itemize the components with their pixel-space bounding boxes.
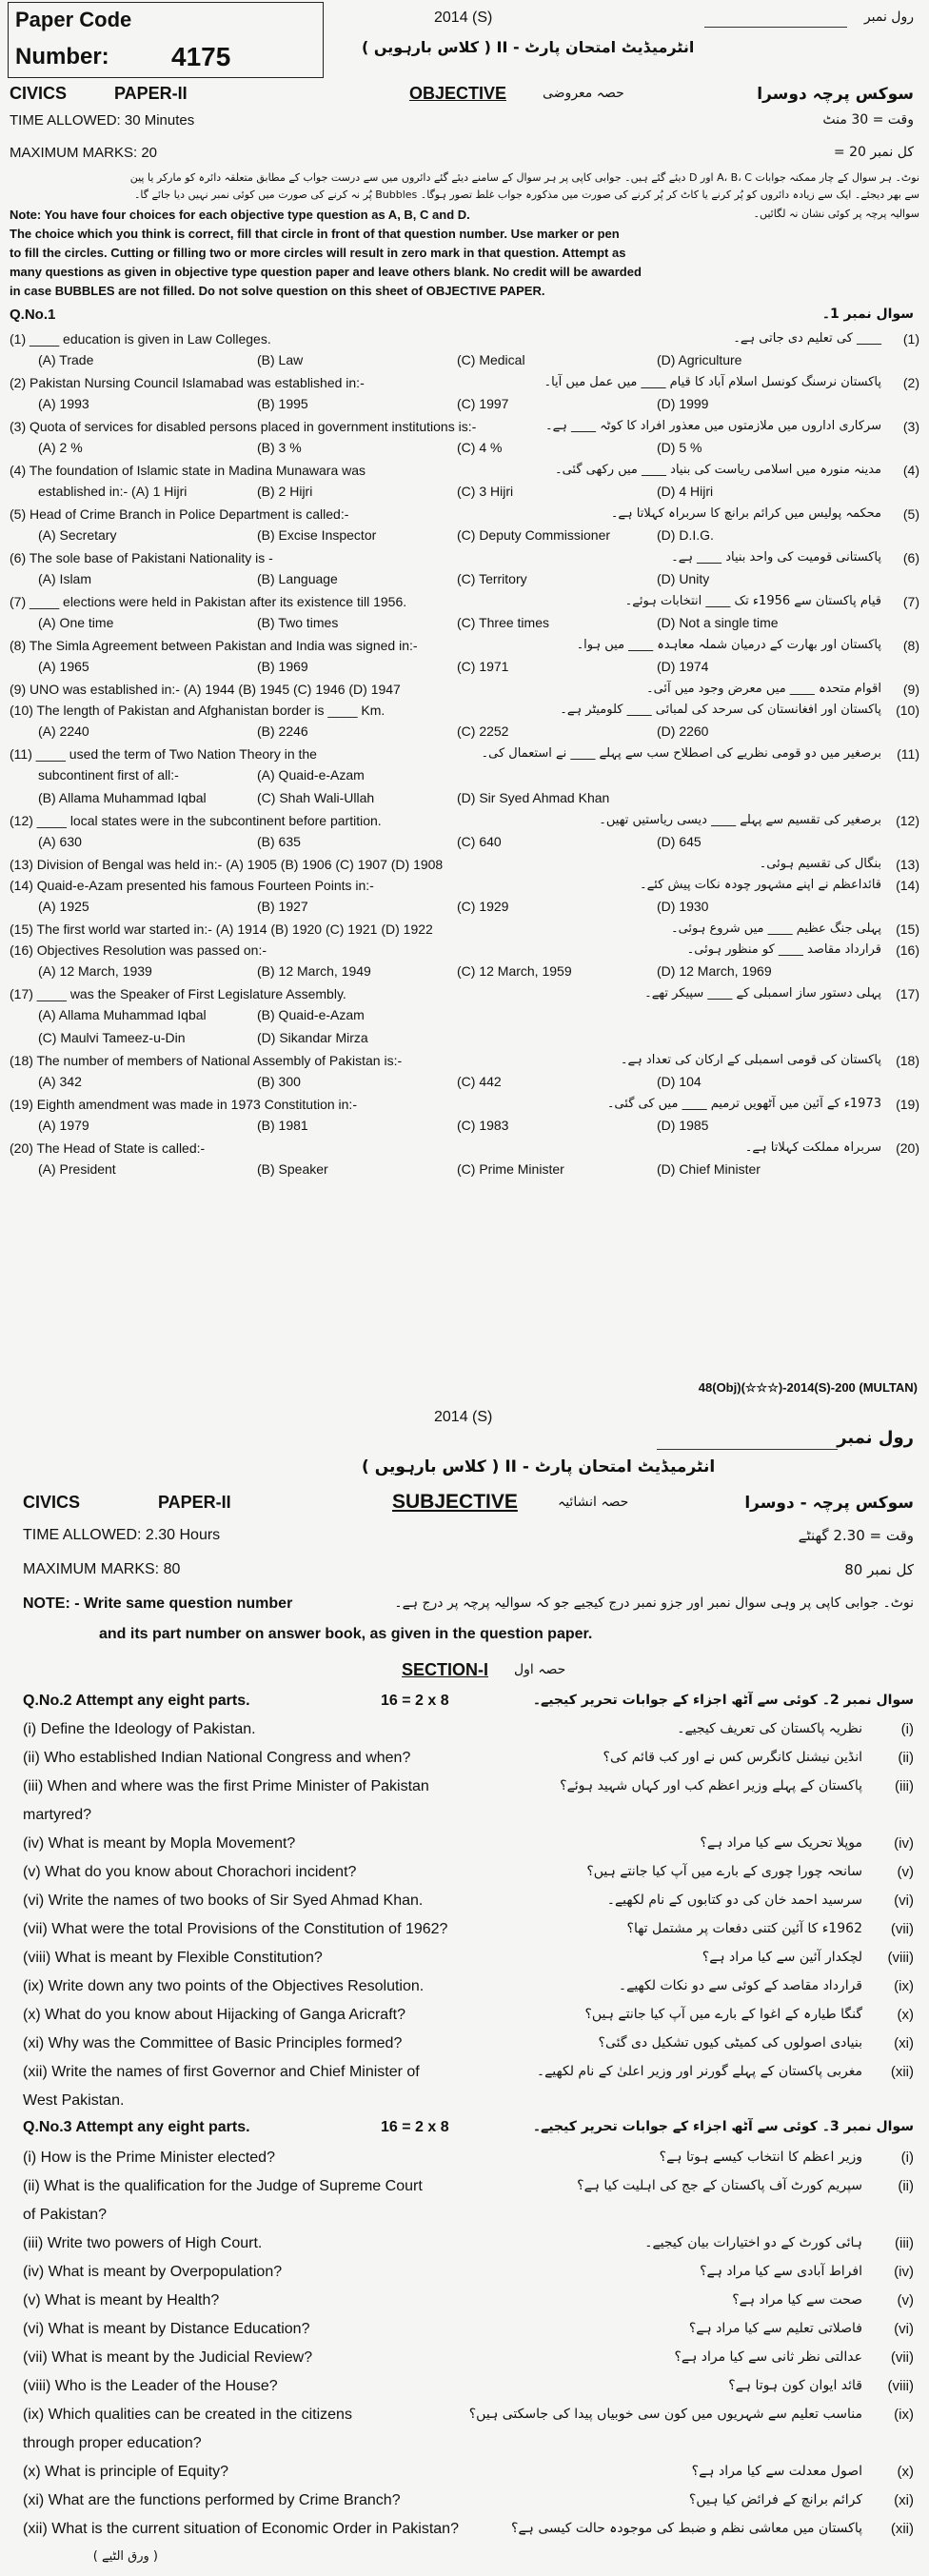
mcq-question: (18) The number of members of National Assembly of Pakistan is:- <box>10 1053 403 1068</box>
short-question-urdu: انڈین نیشنل کانگرس کس نے اور کب قائم کی؟ <box>603 1750 862 1765</box>
subjective-roll-no-urdu: رول نمبر <box>837 1428 914 1448</box>
mcq-option: (D) 645 <box>657 834 702 849</box>
mcq-option: (B) 1969 <box>257 659 308 674</box>
instruction-urdu-3: سوالیہ پرچہ پر کوئی نشان نہ لگائیں۔ <box>753 208 919 220</box>
short-question-number: (ix) <box>894 1978 914 1994</box>
mcq-option: (B) Allama Muhammad Iqbal <box>38 790 207 805</box>
mcq-option: (A) 342 <box>38 1074 82 1089</box>
mcq-option: (C) 2252 <box>457 723 509 739</box>
exam-title-urdu: انٹرمیڈیٹ امتحان پارٹ - II ( کلاس بارہویں ) <box>362 38 695 56</box>
mcq-option: (D) 1974 <box>657 659 709 674</box>
short-question-number: (i) <box>900 2150 914 2166</box>
mcq-question-urdu: قرارداد مقاصد ____ کو منظور ہوئی۔ <box>686 942 881 957</box>
instruction-urdu-2: سے بھر دیجئے۔ ایک سے زیادہ دائروں کو پُر کرنے یا کاٹ کر پُر کرنے کی صورت میں مذکورہ جواب غلط تصور ہوگا۔ Bubbles پُر نہ کرنے کی صورت میں کوئی نمبر نہیں دیا جائے گا۔ <box>133 188 919 201</box>
subjective-time: TIME ALLOWED: 2.30 Hours <box>23 1527 221 1543</box>
mcq-option: (A) 1979 <box>38 1118 89 1133</box>
mcq-number: (7) <box>902 594 919 609</box>
short-question: (ii) What is the qualification for the Judge of Supreme Court <box>23 2178 423 2194</box>
mcq-option: (C) 442 <box>457 1074 502 1089</box>
mcq-option: (A) 2240 <box>38 723 89 739</box>
mcq-option: (C) 4 % <box>457 440 503 455</box>
mcq-question: (8) The Simla Agreement between Pakistan and India was signed in:- <box>10 638 418 653</box>
instruction-line: The choice which you think is correct, fill that circle in front of that question number. Use marker or pen <box>10 227 620 241</box>
year: 2014 (S) <box>434 10 493 26</box>
mcq-option: (B) 1981 <box>257 1118 308 1133</box>
mcq-option: (A) One time <box>38 615 114 630</box>
subjective-note-1: NOTE: - Write same question number <box>23 1595 293 1612</box>
subjective-subject: CIVICS <box>23 1493 81 1512</box>
mcq-option: (D) Chief Minister <box>657 1161 761 1177</box>
subjective-note-2: and its part number on answer book, as given in the question paper. <box>99 1626 593 1642</box>
short-question: (vii) What is meant by the Judicial Review? <box>23 2349 313 2366</box>
short-question-number: (ix) <box>894 2407 914 2423</box>
q2-marks: 16 = 2 x 8 <box>381 1693 449 1709</box>
q2-heading-urdu: سوال نمبر 2۔ کوئی سے آٹھ اجزاء کے جوابات تحریر کیجیے۔ <box>532 1693 914 1708</box>
mcq-question-urdu: برصغیر میں دو قومی نظریے کی اصطلاح سب سے پہلے ____ نے استعمال کی۔ <box>481 746 881 761</box>
mcq-number: (14) <box>896 878 919 893</box>
mcq-number: (13) <box>896 857 919 872</box>
short-question-urdu: سانحہ چورا چوری کے بارے میں آپ کیا جانتے ہیں؟ <box>586 1864 862 1879</box>
short-question-urdu: گنگا طیارہ کے اغوا کے بارے میں آپ کیا جانتے ہیں؟ <box>584 2007 862 2022</box>
number-value: 4175 <box>171 42 231 71</box>
mcq-option: (B) 2246 <box>257 723 308 739</box>
short-question: (i) How is the Prime Minister elected? <box>23 2150 275 2166</box>
mcq-number: (1) <box>902 331 919 347</box>
mcq-question: (13) Division of Bengal was held in:- (A) 1905 (B) 1906 (C) 1907 (D) 1908 <box>10 857 444 872</box>
instruction-note: Note: You have four choices for each objective type question as A, B, C and D. <box>10 208 470 222</box>
short-question: through proper education? <box>23 2435 202 2451</box>
mcq-option: (B) Two times <box>257 615 339 630</box>
mcq-option: subcontinent first of all:- <box>38 767 179 783</box>
mcq-option: (D) 4 Hijri <box>657 484 714 499</box>
short-question-urdu: موپلا تحریک سے کیا مراد ہے؟ <box>700 1835 862 1851</box>
watermark <box>124 1089 269 1249</box>
mcq-question-urdu: پاکستان اور بھارت کے درمیان شملہ معاہدہ ____ میں ہوا۔ <box>576 638 881 652</box>
short-question: (i) Define the Ideology of Pakistan. <box>23 1721 256 1737</box>
mcq-question: (11) ____ used the term of Two Nation Theory in the <box>10 746 317 762</box>
mcq-number: (17) <box>896 986 919 1001</box>
short-question: (ix) Write down any two points of the Objectives Resolution. <box>23 1978 425 1994</box>
mcq-number: (20) <box>896 1140 919 1156</box>
mcq-number: (4) <box>902 463 919 478</box>
mcq-question: (16) Objectives Resolution was passed on:- <box>10 942 267 958</box>
short-question: (x) What is principle of Equity? <box>23 2464 229 2480</box>
short-question: (v) What do you know about Chorachori incident? <box>23 1864 357 1880</box>
marks-urdu: کل نمبر 20 = <box>833 145 914 160</box>
mcq-option: (A) Trade <box>38 352 94 367</box>
mcq-option: (D) 104 <box>657 1074 702 1089</box>
mcq-option: (C) 3 Hijri <box>457 484 514 499</box>
section-title-urdu: حصہ معروضی <box>543 86 624 101</box>
short-question-urdu: قرارداد مقاصد کے کوئی سے دو نکات لکھیے۔ <box>618 1978 862 1993</box>
section-title: OBJECTIVE <box>409 84 507 103</box>
mcq-option: (A) 1925 <box>38 899 89 914</box>
short-question: (xii) Write the names of first Governor and Chief Minister of <box>23 2064 420 2080</box>
short-question-urdu: عدالتی نظر ثانی سے کیا مراد ہے؟ <box>674 2349 862 2365</box>
short-question-urdu: اصول معدلت سے کیا مراد ہے؟ <box>691 2464 862 2479</box>
short-question: (iv) What is meant by Overpopulation? <box>23 2264 283 2280</box>
short-question: martyred? <box>23 1807 92 1823</box>
paper-code-label: Paper Code <box>15 8 132 31</box>
mcq-option: (C) 1983 <box>457 1118 509 1133</box>
mcq-question-urdu: پہلی دستور ساز اسمبلی کے ____ سپیکر تھے۔ <box>644 986 881 1001</box>
mcq-option: (C) Territory <box>457 571 527 586</box>
paper: PAPER-II <box>114 84 188 103</box>
short-question-urdu: پاکستان کے پہلے وزیر اعظم کب اور کہاں شہید ہوئے؟ <box>560 1778 862 1793</box>
mcq-question-urdu: محکمہ پولیس میں کرائم برانچ کا سربراہ کہلاتا ہے۔ <box>610 506 881 521</box>
short-question-number: (vi) <box>894 1892 914 1909</box>
short-question: (xi) What are the functions performed by Crime Branch? <box>23 2492 401 2508</box>
instruction-line: to fill the circles. Cutting or filling two or more circles will result in zero mark in that question. Attempt as <box>10 246 626 260</box>
short-question: (viii) Who is the Leader of the House? <box>23 2378 278 2394</box>
mcq-option: (C) Deputy Commissioner <box>457 527 611 543</box>
mcq-option: (B) Quaid-e-Azam <box>257 1007 365 1022</box>
mcq-number: (12) <box>896 813 919 828</box>
short-question-number: (viii) <box>887 2378 914 2394</box>
mcq-option: (B) 2 Hijri <box>257 484 313 499</box>
subject-urdu: سوکس پرچہ دوسرا <box>757 85 914 104</box>
mcq-option: (A) 1993 <box>38 396 89 411</box>
short-question-urdu: قائد ایوان کون ہوتا ہے؟ <box>728 2378 862 2393</box>
mcq-option: (A) Secretary <box>38 527 117 543</box>
section-1-label: SECTION-I <box>402 1660 489 1679</box>
mcq-question-urdu: سربراہ مملکت کہلاتا ہے۔ <box>744 1140 881 1155</box>
short-question-urdu: لچکدار آئین سے کیا مراد ہے؟ <box>702 1950 862 1965</box>
mcq-number: (9) <box>902 682 919 697</box>
footer-code: 48(Obj)(☆☆☆)-2014(S)-200 (MULTAN) <box>698 1380 918 1395</box>
time-urdu: وقت = 30 منٹ <box>822 112 914 128</box>
mcq-number: (11) <box>897 746 919 762</box>
short-question: (ii) Who established Indian National Congress and when? <box>23 1750 411 1766</box>
short-question: (v) What is meant by Health? <box>23 2292 220 2308</box>
short-question-urdu: ہائی کورٹ کے دو اختیارات بیان کیجیے۔ <box>644 2235 862 2250</box>
mcq-option: (D) Unity <box>657 571 710 586</box>
mcq-question: (3) Quota of services for disabled persons placed in government institutions is:- <box>10 419 477 434</box>
mcq-question: (19) Eighth amendment was made in 1973 Constitution in:- <box>10 1097 357 1112</box>
mcq-number: (6) <box>902 550 919 565</box>
short-question-number: (v) <box>897 2292 914 2308</box>
subjective-section-title: SUBJECTIVE <box>392 1491 518 1513</box>
q3-marks: 16 = 2 x 8 <box>381 2119 449 2135</box>
short-question-number: (xi) <box>894 2035 914 2051</box>
short-question: (xii) What is the current situation of Economic Order in Pakistan? <box>23 2521 459 2537</box>
mcq-question-urdu: اقوام متحدہ ____ میں معرض وجود میں آئی۔ <box>645 682 881 696</box>
short-question: (iii) Write two powers of High Court. <box>23 2235 263 2251</box>
mcq-number: (3) <box>902 419 919 434</box>
short-question-number: (vii) <box>890 2349 914 2366</box>
short-question-urdu: بنیادی اصولوں کی کمیٹی کیوں تشکیل دی گئی؟ <box>598 2035 862 2051</box>
mcq-question-urdu: پاکستان نرسنگ کونسل اسلام آباد کا قیام ____ میں عمل میں آیا۔ <box>544 375 881 389</box>
mcq-question-urdu: ____ کی تعلیم دی جاتی ہے۔ <box>733 331 881 346</box>
mcq-question: (6) The sole base of Pakistani Nationality is - <box>10 550 273 565</box>
q3-heading: Q.No.3 Attempt any eight parts. <box>23 2119 250 2135</box>
mcq-question: (5) Head of Crime Branch in Police Department is called:- <box>10 506 349 522</box>
mcq-option: (D) Agriculture <box>657 352 742 367</box>
mcq-option: established in:- (A) 1 Hijri <box>38 484 188 499</box>
instruction-urdu-1: نوٹ۔ ہر سوال کے چار ممکنہ جوابات A، B، C اور D دیئے گئے ہیں۔ جوابی کاپی پر ہر سوال کے سامنے دیئے گئے دائروں میں سے درست جواب کے مطابق متعلقہ دائرہ کو مارکر یا پین <box>129 171 919 184</box>
short-question-number: (iii) <box>895 2235 914 2251</box>
mcq-option: (D) 1985 <box>657 1118 709 1133</box>
subjective-exam-title-urdu: انٹرمیڈیٹ امتحان پارٹ - II ( کلاس بارہویں ) <box>362 1457 716 1476</box>
short-question-number: (vii) <box>890 1921 914 1937</box>
subjective-subject-urdu: سوکس پرچہ - دوسرا <box>744 1494 914 1513</box>
subjective-note-urdu: نوٹ۔ جوابی کاپی پر وہی سوال نمبر اور جزو نمبر درج کیجیے جو کہ سوالیہ پرچہ پر درج ہے۔ <box>394 1595 914 1611</box>
short-question: (vi) What is meant by Distance Education? <box>23 2321 310 2337</box>
mcq-question: (4) The foundation of Islamic state in Madina Munawara was <box>10 463 366 478</box>
short-question-number: (iii) <box>895 1778 914 1794</box>
short-question: West Pakistan. <box>23 2092 125 2109</box>
time-allowed: TIME ALLOWED: 30 Minutes <box>10 112 195 129</box>
mcq-question-urdu: مدینہ منورہ میں اسلامی ریاست کی بنیاد ____ میں رکھی گئی۔ <box>554 463 881 477</box>
mcq-option: (A) 12 March, 1939 <box>38 963 152 979</box>
mcq-question-urdu: بنگال کی تقسیم ہوئی۔ <box>759 857 881 871</box>
mcq-option: (A) 2 % <box>38 440 83 455</box>
roll-no-urdu: رول نمبر <box>863 10 914 25</box>
instruction-line: many questions as given in objective type question paper and leave others blank. No credit will be awarded <box>10 265 642 279</box>
short-question: (vii) What were the total Provisions of the Constitution of 1962? <box>23 1921 448 1937</box>
short-question: of Pakistan? <box>23 2207 108 2223</box>
mcq-option: (C) Shah Wali-Ullah <box>257 790 375 805</box>
mcq-option: (D) Not a single time <box>657 615 779 630</box>
short-question: (xi) Why was the Committee of Basic Principles formed? <box>23 2035 403 2051</box>
number-label: Number: <box>15 44 109 69</box>
subjective-year: 2014 (S) <box>434 1409 493 1425</box>
short-question-number: (v) <box>897 1864 914 1880</box>
mcq-option: (A) Quaid-e-Azam <box>257 767 365 783</box>
mcq-question: (20) The Head of State is called:- <box>10 1140 206 1156</box>
mcq-option: (D) 5 % <box>657 440 702 455</box>
mcq-option: (B) 635 <box>257 834 301 849</box>
mcq-question-urdu: پاکستان کی قومی اسمبلی کے ارکان کی تعداد ہے۔ <box>620 1053 881 1067</box>
subjective-section-urdu: حصہ انشائیہ <box>558 1495 629 1510</box>
short-question: (iv) What is meant by Mopla Movement? <box>23 1835 296 1852</box>
mcq-question-urdu: 1973ء کے آئین میں آٹھویں ترمیم ____ میں کی گئی۔ <box>606 1097 881 1111</box>
mcq-option: (C) Prime Minister <box>457 1161 564 1177</box>
mcq-option: (A) Allama Muhammad Iqbal <box>38 1007 207 1022</box>
mcq-option: (C) 640 <box>457 834 502 849</box>
turn-over-urdu: ( ورق الٹیے ) <box>92 2549 158 2564</box>
mcq-question: (9) UNO was established in:- (A) 1944 (B) 1945 (C) 1946 (D) 1947 <box>10 682 401 697</box>
short-question-urdu: فاصلاتی تعلیم سے کیا مراد ہے؟ <box>688 2321 862 2336</box>
short-question-urdu: 1962ء کا آئین کتنی دفعات پر مشتمل تھا؟ <box>626 1921 862 1936</box>
section-1-label-urdu: حصہ اول <box>514 1662 566 1677</box>
short-question-number: (iv) <box>894 2264 914 2280</box>
subjective-time-urdu: وقت = 2.30 گھنٹے <box>798 1527 914 1544</box>
short-question-urdu: مغربی پاکستان کے پہلے گورنر اور وزیر اعلیٰ کے نام لکھیے۔ <box>536 2064 862 2079</box>
mcq-option: (D) 2260 <box>657 723 709 739</box>
mcq-question: (14) Quaid-e-Azam presented his famous Fourteen Points in:- <box>10 878 374 893</box>
q2-heading: Q.No.2 Attempt any eight parts. <box>23 1693 250 1709</box>
short-question: (iii) When and where was the first Prime Minister of Pakistan <box>23 1778 429 1794</box>
short-question-urdu: وزیر اعظم کا انتخاب کیسے ہوتا ہے؟ <box>659 2150 862 2165</box>
mcq-question-urdu: سرکاری اداروں میں ملازمتوں میں معذور افراد کا کوٹہ ____ ہے۔ <box>545 419 881 433</box>
roll-no-line <box>704 27 847 28</box>
mcq-option: (B) Excise Inspector <box>257 527 377 543</box>
mcq-option: (C) Medical <box>457 352 525 367</box>
mcq-option: (D) D.I.G. <box>657 527 714 543</box>
mcq-number: (18) <box>896 1053 919 1068</box>
short-question-urdu: مناسب تعلیم سے شہریوں میں کون سی خوبیاں پیدا کی جاسکتی ہیں؟ <box>468 2407 862 2422</box>
mcq-option: (C) Maulvi Tameez-u-Din <box>38 1030 186 1045</box>
mcq-option: (C) Three times <box>457 615 549 630</box>
mcq-option: (B) Law <box>257 352 304 367</box>
short-question: (viii) What is meant by Flexible Constitution? <box>23 1950 323 1966</box>
mcq-option: (C) 1929 <box>457 899 509 914</box>
short-question-number: (viii) <box>887 1950 914 1966</box>
mcq-question-urdu: پاکستانی قومیت کی واحد بنیاد ____ ہے۔ <box>671 550 881 565</box>
short-question-urdu: صحت سے کیا مراد ہے؟ <box>732 2292 862 2308</box>
short-question-urdu: افراط آبادی سے کیا مراد ہے؟ <box>700 2264 862 2279</box>
mcq-question-urdu: پہلی جنگ عظیم ____ میں شروع ہوئی۔ <box>670 921 881 936</box>
short-question: (x) What do you know about Hijacking of Ganga Aricraft? <box>23 2007 405 2023</box>
mcq-number: (19) <box>896 1097 919 1112</box>
mcq-option: (B) 1927 <box>257 899 308 914</box>
mcq-option: (A) 1965 <box>38 659 89 674</box>
mcq-question: (15) The first world war started in:- (A) 1914 (B) 1920 (C) 1921 (D) 1922 <box>10 921 433 937</box>
short-question-number: (iv) <box>894 1835 914 1852</box>
mcq-question-urdu: قائداعظم نے اپنے مشہور چودہ نکات پیش کئے۔ <box>639 878 881 892</box>
short-question-number: (x) <box>897 2007 914 2023</box>
mcq-question: (7) ____ elections were held in Pakistan after its existence till 1956. <box>10 594 407 609</box>
mcq-option: (A) President <box>38 1161 116 1177</box>
mcq-question-urdu: برصغیر کی تقسیم سے پہلے ____ دیسی ریاستیں تھیں۔ <box>599 813 881 827</box>
short-question-number: (vi) <box>894 2321 914 2337</box>
mcq-option: (A) Islam <box>38 571 91 586</box>
short-question: (ix) Which qualities can be created in the citizens <box>23 2407 352 2423</box>
mcq-number: (10) <box>896 703 919 718</box>
subjective-paper: PAPER-II <box>158 1493 231 1512</box>
mcq-question: (10) The length of Pakistan and Afghanistan border is ____ Km. <box>10 703 385 718</box>
mcq-option: (D) Sir Syed Ahmad Khan <box>457 790 610 805</box>
short-question-urdu: کرائم برانچ کے فرائض کیا ہیں؟ <box>688 2492 862 2507</box>
short-question-number: (xii) <box>890 2521 914 2537</box>
mcq-question: (2) Pakistan Nursing Council Islamabad was established in:- <box>10 375 365 390</box>
mcq-number: (5) <box>902 506 919 522</box>
subjective-marks: MAXIMUM MARKS: 80 <box>23 1561 181 1577</box>
mcq-question: (1) ____ education is given in Law Colleges. <box>10 331 271 347</box>
mcq-number: (8) <box>902 638 919 653</box>
subjective-roll-line <box>657 1449 838 1450</box>
short-question-urdu: پاکستان میں معاشی نظم و ضبط کی موجودہ حالت کیسی ہے؟ <box>511 2521 862 2536</box>
mcq-option: (C) 1971 <box>457 659 509 674</box>
mcq-number: (2) <box>902 375 919 390</box>
short-question-number: (x) <box>897 2464 914 2480</box>
mcq-number: (16) <box>896 942 919 958</box>
subject: CIVICS <box>10 84 68 103</box>
mcq-option: (D) Sikandar Mirza <box>257 1030 368 1045</box>
short-question-number: (ii) <box>898 2178 914 2194</box>
short-question: (vi) Write the names of two books of Sir Syed Ahmad Khan. <box>23 1892 424 1909</box>
mcq-question-urdu: پاکستان اور افغانستان کی سرحد کی لمبائی ____ کلومیٹر ہے۔ <box>560 703 881 717</box>
mcq-option: (B) Speaker <box>257 1161 328 1177</box>
mcq-option: (D) 1930 <box>657 899 709 914</box>
mcq-option: (C) 1997 <box>457 396 509 411</box>
mcq-question: (12) ____ local states were in the subcontinent before partition. <box>10 813 382 828</box>
question-1-heading: Q.No.1 <box>10 307 56 323</box>
max-marks: MAXIMUM MARKS: 20 <box>10 145 158 161</box>
short-question-urdu: سرسید احمد خان کی دو کتابوں کے نام لکھیے۔ <box>606 1892 862 1908</box>
mcq-number: (15) <box>896 921 919 937</box>
mcq-option: (B) 1995 <box>257 396 308 411</box>
short-question-urdu: نظریہ پاکستان کی تعریف کیجیے۔ <box>677 1721 862 1736</box>
mcq-option: (B) 300 <box>257 1074 301 1089</box>
short-question-number: (i) <box>900 1721 914 1737</box>
mcq-option: (B) 3 % <box>257 440 302 455</box>
mcq-question-urdu: قیام پاکستان سے 1956ء تک ____ انتخابات ہوئے۔ <box>624 594 881 608</box>
q3-heading-urdu: سوال نمبر 3۔ کوئی سے آٹھ اجزاء کے جوابات تحریر کیجیے۔ <box>532 2119 914 2134</box>
short-question-number: (ii) <box>898 1750 914 1766</box>
short-question-number: (xi) <box>894 2492 914 2508</box>
mcq-option: (B) 12 March, 1949 <box>257 963 371 979</box>
mcq-option: (D) 1999 <box>657 396 709 411</box>
subjective-marks-urdu: کل نمبر 80 <box>844 1561 914 1578</box>
short-question-urdu: سپریم کورٹ آف پاکستان کے جج کی اہلیت کیا ہے؟ <box>577 2178 862 2193</box>
instruction-line: in case BUBBLES are not filled. Do not solve question on this sheet of OBJECTIVE PAPER. <box>10 284 545 298</box>
mcq-question: (17) ____ was the Speaker of First Legislature Assembly. <box>10 986 346 1001</box>
mcq-option: (A) 630 <box>38 834 82 849</box>
mcq-option: (C) 12 March, 1959 <box>457 963 572 979</box>
question-1-heading-urdu: سوال نمبر 1۔ <box>821 307 914 322</box>
short-question-number: (xii) <box>890 2064 914 2080</box>
mcq-option: (B) Language <box>257 571 338 586</box>
mcq-option: (D) 12 March, 1969 <box>657 963 772 979</box>
